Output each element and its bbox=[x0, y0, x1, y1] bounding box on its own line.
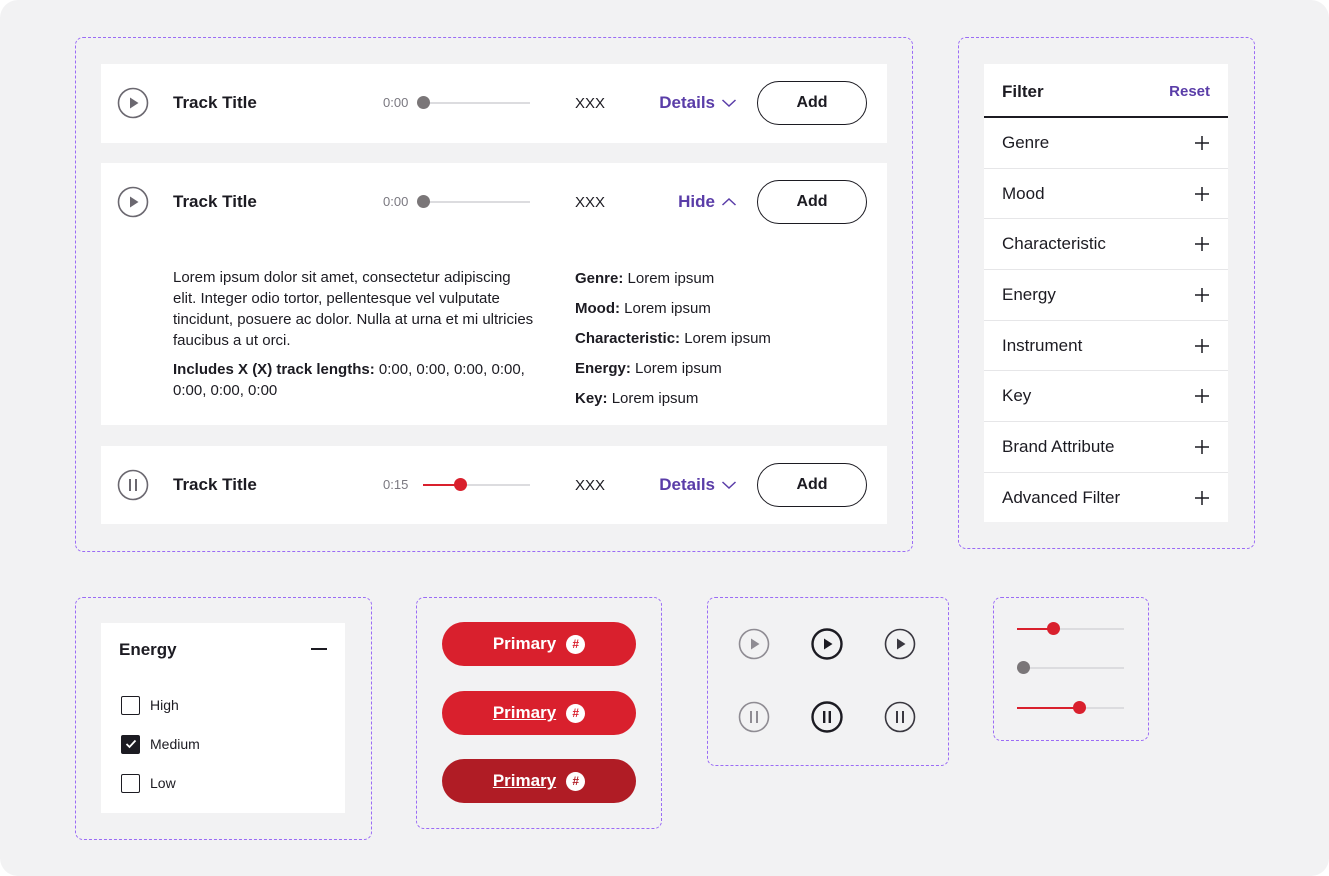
meta-label: Mood: bbox=[575, 300, 620, 317]
energy-filter-card bbox=[101, 623, 345, 813]
energy-title: Energy bbox=[119, 640, 177, 659]
filter-item-label: Instrument bbox=[1002, 335, 1083, 355]
track-lengths bbox=[173, 359, 535, 401]
track-row-playing bbox=[101, 446, 887, 524]
plus-icon bbox=[1194, 388, 1210, 404]
add-button[interactable]: Add bbox=[757, 81, 867, 125]
details-toggle-label: Details bbox=[659, 475, 715, 494]
plus-icon bbox=[1194, 439, 1210, 455]
checkbox-box[interactable] bbox=[121, 696, 140, 715]
meta-label: Key: bbox=[575, 390, 608, 407]
track-title: Track Title bbox=[173, 192, 257, 211]
meta-energy bbox=[575, 357, 771, 387]
track-progress-bar[interactable] bbox=[423, 102, 530, 104]
icons-frame bbox=[707, 597, 949, 766]
hide-toggle-label: Hide bbox=[678, 192, 715, 211]
meta-value: Lorem ipsum bbox=[624, 300, 711, 317]
play-icon-hover[interactable] bbox=[811, 628, 843, 660]
filter-item-label: Genre bbox=[1002, 133, 1050, 152]
primary-button-label: Primary bbox=[492, 634, 557, 653]
filter-item-mood[interactable] bbox=[984, 169, 1228, 220]
meta-mood bbox=[575, 297, 771, 327]
track-code: XXX bbox=[575, 194, 606, 211]
meta-value: Lorem ipsum bbox=[684, 330, 771, 347]
filter-item-genre[interactable] bbox=[984, 118, 1228, 169]
plus-icon bbox=[1194, 135, 1210, 151]
chevron-up-icon bbox=[721, 197, 737, 207]
primary-button-hover[interactable] bbox=[442, 691, 636, 735]
pause-icon-hover[interactable] bbox=[811, 701, 843, 733]
track-lengths-label: Includes X (X) track lengths: bbox=[173, 361, 375, 378]
slider-idle[interactable] bbox=[1017, 667, 1124, 669]
play-icon[interactable] bbox=[117, 186, 149, 218]
filter-item-characteristic[interactable] bbox=[984, 219, 1228, 270]
track-progress-bar[interactable] bbox=[423, 201, 530, 203]
filter-item-label: Characteristic bbox=[1002, 234, 1106, 254]
details-toggle-label: Details bbox=[659, 93, 715, 112]
slider-knob[interactable] bbox=[1017, 661, 1030, 674]
meta-characteristic bbox=[575, 327, 771, 357]
meta-label: Energy: bbox=[575, 360, 631, 377]
plus-icon bbox=[1194, 490, 1210, 506]
hash-icon: # bbox=[566, 704, 585, 723]
plus-icon bbox=[1194, 338, 1210, 354]
pause-icon-disabled[interactable] bbox=[738, 701, 770, 733]
filter-header bbox=[984, 64, 1228, 118]
filter-item-energy[interactable] bbox=[984, 270, 1228, 321]
filter-title: Filter bbox=[1002, 82, 1044, 101]
checkbox-high[interactable] bbox=[121, 695, 179, 715]
checkbox-label: Low bbox=[150, 775, 176, 791]
track-description bbox=[173, 267, 535, 401]
hash-icon: # bbox=[566, 635, 585, 654]
slider-knob[interactable] bbox=[1047, 622, 1060, 635]
track-lengths-value: 0:00, 0:00, 0:00, 0:00, 0:00, 0:00, 0:00 bbox=[173, 361, 525, 399]
checkbox-label: Medium bbox=[150, 736, 200, 752]
track-row bbox=[101, 64, 887, 143]
filter-item-label: Energy bbox=[1002, 285, 1056, 305]
track-title: Track Title bbox=[173, 475, 257, 494]
hash-icon: # bbox=[566, 772, 585, 791]
play-icon-disabled[interactable] bbox=[738, 628, 770, 660]
meta-key bbox=[575, 387, 771, 417]
slider-progress[interactable] bbox=[1017, 707, 1124, 709]
filter-item-key[interactable] bbox=[984, 371, 1228, 422]
checkbox-box[interactable] bbox=[121, 774, 140, 793]
pause-icon-default[interactable] bbox=[884, 701, 916, 733]
chevron-down-icon bbox=[721, 480, 737, 490]
plus-icon bbox=[1194, 236, 1210, 252]
minus-icon[interactable] bbox=[311, 648, 327, 650]
track-progress-bar[interactable] bbox=[423, 484, 530, 486]
play-icon-default[interactable] bbox=[884, 628, 916, 660]
track-code: XXX bbox=[575, 95, 606, 112]
play-icon[interactable] bbox=[117, 87, 149, 119]
slider-active[interactable] bbox=[1017, 628, 1124, 630]
track-metadata bbox=[575, 267, 771, 417]
meta-label: Genre: bbox=[575, 270, 624, 287]
add-button[interactable]: Add bbox=[757, 180, 867, 224]
meta-label: Characteristic: bbox=[575, 330, 681, 347]
filter-item-instrument[interactable] bbox=[984, 321, 1228, 372]
checkbox-box-checked[interactable] bbox=[121, 735, 140, 754]
checkbox-label: High bbox=[150, 697, 179, 713]
description-text: Lorem ipsum dolor sit amet, consectetur adipiscing elit. Integer odio tortor, pellentesque vel vulputate tincidunt, posuere ac dolor. Nulla at urna et mi ultricies faucibus a ut orci. bbox=[173, 269, 534, 349]
chevron-down-icon bbox=[721, 98, 737, 108]
details-toggle[interactable] bbox=[659, 93, 737, 113]
track-code: XXX bbox=[575, 477, 606, 494]
checkbox-medium[interactable] bbox=[121, 734, 200, 754]
pause-icon[interactable] bbox=[117, 469, 149, 501]
checkbox-low[interactable] bbox=[121, 773, 176, 793]
filter-item-label: Mood bbox=[1002, 183, 1045, 203]
track-progress-knob[interactable] bbox=[417, 195, 430, 208]
checkmark-icon bbox=[125, 739, 137, 749]
track-time: 0:15 bbox=[383, 477, 409, 492]
plus-icon bbox=[1194, 287, 1210, 303]
slider-knob[interactable] bbox=[1073, 701, 1086, 714]
filter-panel bbox=[984, 64, 1228, 522]
primary-button-pressed[interactable] bbox=[442, 759, 636, 803]
filter-item-label: Brand Attribute bbox=[1002, 437, 1115, 457]
track-row-expanded bbox=[101, 163, 887, 425]
primary-button-label: Primary bbox=[492, 771, 557, 790]
filter-item-label: Key bbox=[1002, 386, 1032, 406]
track-time: 0:00 bbox=[383, 194, 409, 209]
filter-item-label: Advanced Filter bbox=[1002, 487, 1121, 507]
track-progress-knob[interactable] bbox=[417, 96, 430, 109]
primary-button-default[interactable] bbox=[442, 622, 636, 666]
meta-genre bbox=[575, 267, 771, 297]
meta-value: Lorem ipsum bbox=[635, 360, 722, 377]
track-time: 0:00 bbox=[383, 95, 409, 110]
primary-button-label: Primary bbox=[492, 703, 557, 722]
meta-value: Lorem ipsum bbox=[611, 390, 699, 407]
hide-toggle[interactable] bbox=[678, 192, 737, 212]
details-toggle[interactable] bbox=[659, 475, 737, 495]
plus-icon bbox=[1194, 186, 1210, 202]
meta-value: Lorem ipsum bbox=[627, 270, 715, 287]
slider-fill bbox=[1017, 707, 1079, 709]
track-title: Track Title bbox=[173, 93, 257, 112]
reset-link[interactable]: Reset bbox=[1169, 83, 1210, 100]
add-button[interactable]: Add bbox=[757, 463, 867, 507]
track-progress-knob[interactable] bbox=[454, 478, 467, 491]
filter-item-brand-attribute[interactable] bbox=[984, 422, 1228, 473]
filter-item-advanced-filter[interactable] bbox=[984, 473, 1228, 524]
